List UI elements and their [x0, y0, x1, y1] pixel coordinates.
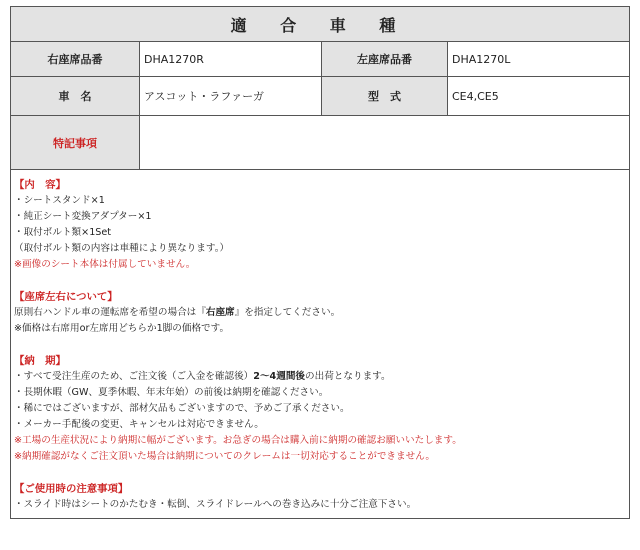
- vehicle-row: [11, 77, 629, 116]
- left-seat-value: DHA1270L: [447, 42, 629, 76]
- seat-side-text: 原則右ハンドル車の運転席を希望の場合は『: [14, 307, 206, 318]
- delivery-text: ・すべて受注生産のため、ご注文後（ご入金を確認後）: [14, 371, 254, 382]
- delivery-warning: ※納期確認がなくご注文頂いた場合は納期についてのクレームは一切対応することができません。: [14, 451, 435, 462]
- delivery-text: の出荷となります。: [305, 371, 391, 382]
- compatibility-sheet: [10, 6, 630, 519]
- sheet-title: 適 合 車 種: [11, 7, 629, 42]
- right-seat-label: 右座席品番: [11, 42, 139, 76]
- model-value: CE4,CE5: [447, 77, 629, 115]
- seat-side-line: [14, 305, 626, 321]
- contents-item: ・純正シート変換アダプター×1: [14, 211, 152, 222]
- delivery-item: ・メーカー手配後の変更、キャンセルは対応できません。: [14, 419, 264, 430]
- delivery-warning: ※工場の生産状況により納期に幅がございます。お急ぎの場合は購入前に納期の確認お願いいたします。: [14, 435, 462, 446]
- contents-item: ・シートスタンド×1: [14, 195, 105, 206]
- contents-item: （取付ボルト類の内容は車種により異なります。）: [14, 243, 230, 254]
- delivery-item: ・稀にではございますが、部材欠品もございますので、予めご了承ください。: [14, 403, 350, 414]
- delivery-item: ・長期休暇（GW、夏季休暇、年末年始）の前後は納期を確認ください。: [14, 387, 329, 398]
- seat-side-emphasis: 右座席: [205, 307, 235, 318]
- car-name-value: アスコット・ラファーガ: [139, 77, 321, 115]
- delivery-item: [14, 369, 626, 385]
- model-label: 型 式: [321, 77, 447, 115]
- seat-side-text: 』を指定してください。: [234, 307, 341, 318]
- seat-side-price-note: ※価格は右席用or左席用どちらか1脚の価格です。: [14, 323, 230, 334]
- notes-label: 特記事項: [11, 116, 139, 169]
- car-name-label: 車 名: [11, 77, 139, 115]
- delivery-emphasis: 2～4週間後: [253, 371, 306, 382]
- left-seat-label: 左座席品番: [321, 42, 447, 76]
- usage-item: ・スライド時はシートのかたむき・転倒、スライドレールへの巻き込みに十分ご注意下さい。: [14, 499, 417, 510]
- delivery-heading: 【納 期】: [14, 355, 66, 367]
- details-body: [11, 170, 629, 518]
- notes-value: [139, 116, 629, 169]
- seat-number-row: [11, 42, 629, 77]
- right-seat-value: DHA1270R: [139, 42, 321, 76]
- contents-warning: ※画像のシート本体は付属していません。: [14, 259, 196, 270]
- seat-side-heading: 【座席左右について】: [14, 291, 118, 303]
- usage-heading: 【ご使用時の注意事項】: [14, 483, 129, 495]
- contents-heading: 【内 容】: [14, 179, 66, 191]
- notes-row: [11, 116, 629, 170]
- contents-item: ・取付ボルト類×1Set: [14, 227, 112, 238]
